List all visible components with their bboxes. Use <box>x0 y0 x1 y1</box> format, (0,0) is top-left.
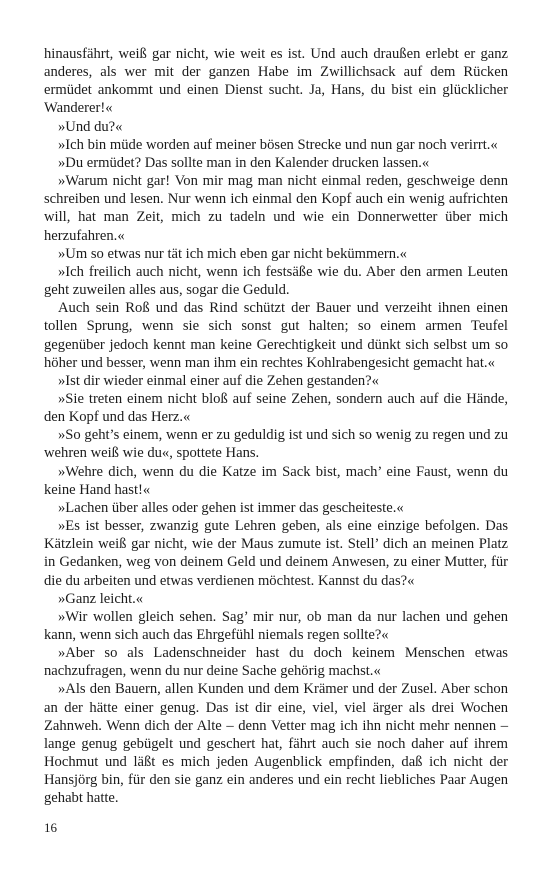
paragraph-5: »Warum nicht gar! Von mir mag man nicht einmal reden, geschweige denn schreiben und lesen. Nur wenn ich einmal den Kopf auch ein wenig aufrichten will, hat man Zeit, mich zu tadeln und wie ein Donnerwetter über mich herzufahren.« <box>44 173 508 244</box>
paragraph-8: Auch sein Roß und das Rind schützt der Bauer und verzeiht ihnen einen tollen Sprung, wenn sie sich sonst gut halten; so einem armen Teufel gegenüber jedoch kennt man keine Gerechtigkeit und dünkt sich selbst um so höher und besser, wenn man ihm ein rechtes Kohlrabengesicht gemacht hat.« <box>44 300 508 371</box>
book-page <box>44 45 508 808</box>
paragraph-15: »Ganz leicht.« <box>58 590 144 607</box>
body-text <box>44 45 508 808</box>
paragraph-11: »So geht’s einem, wenn er zu geduldig ist und sich so wenig zu regen und zu wehren weiß wie du«, spottete Hans. <box>44 427 508 462</box>
paragraph-1: hinausfährt, weiß gar nicht, wie weit es ist. Und auch draußen erlebt er ganz anderes, als wer mit der ganzen Habe im Zwillichsack auf dem Rücken ermüdet ankommt und einen Dienst sucht. Ja, Hans, du bist ein glücklicher Wanderer!« <box>44 46 508 117</box>
paragraph-4: »Du ermüdet? Das sollte man in den Kalender drucken lassen.« <box>58 154 430 171</box>
paragraph-6: »Um so etwas nur tät ich mich eben gar nicht bekümmern.« <box>58 245 407 262</box>
paragraph-17: »Aber so als Ladenschneider hast du doch keinem Menschen etwas nachzufragen, wenn du nur deine Sache gehörig machst.« <box>44 645 508 680</box>
paragraph-16: »Wir wollen gleich sehen. Sag’ mir nur, ob man da nur lachen und gehen kann, wenn sich auch das Ehrgefühl niemals regen sollte?« <box>44 608 508 643</box>
paragraph-14: »Es ist besser, zwanzig gute Lehren geben, als eine einzige befolgen. Das Kätzlein weiß gar nicht, wie der Maus zumute ist. Stell’ dich an meinen Platz in Gedanken, weg von deinem Geld und deinem Anwesen, zu einer Mutter, für die du arbeiten und etwas verdienen möchtest. Kannst du das?« <box>44 518 508 589</box>
paragraph-3: »Ich bin müde worden auf meiner bösen Strecke und nun gar noch verirrt.« <box>58 136 498 153</box>
paragraph-10: »Sie treten einem nicht bloß auf seine Zehen, sondern auch auf die Hände, den Kopf und das Herz.« <box>44 390 508 426</box>
paragraph-12: »Wehre dich, wenn du die Katze im Sack bist, mach’ eine Faust, wenn du keine Hand hast!« <box>44 463 508 498</box>
paragraph-9: »Ist dir wieder einmal einer auf die Zehen gestanden?« <box>58 372 379 389</box>
paragraph-7: »Ich freilich auch nicht, wenn ich festsäße wie du. Aber den armen Leuten geht zuweilen alles aus, sogar die Geduld. <box>44 263 508 299</box>
paragraph-18: »Als den Bauern, allen Kunden und dem Krämer und der Zusel. Aber schon an der hätte einer genug. Das ist dir eine, viel, viel ärger als drei Wochen Zahnweh. Wenn dich der Alte – denn Vetter mag ich ihn nicht mehr nennen – lange genug gebügelt und geschert hat, fährt auch sie noch daher auf ihrem Hochmut und läßt es mich jeden Augenblick empfinden, daß ich nicht der Hansjörg bin, für den sie ganz ein anderes und ein recht liebliches Paar Augen gehabt hatte. <box>44 681 508 807</box>
page-number: 16 <box>44 820 57 835</box>
paragraph-13: »Lachen über alles oder gehen ist immer das gescheiteste.« <box>58 499 404 516</box>
paragraph-2: »Und du?« <box>58 118 123 135</box>
